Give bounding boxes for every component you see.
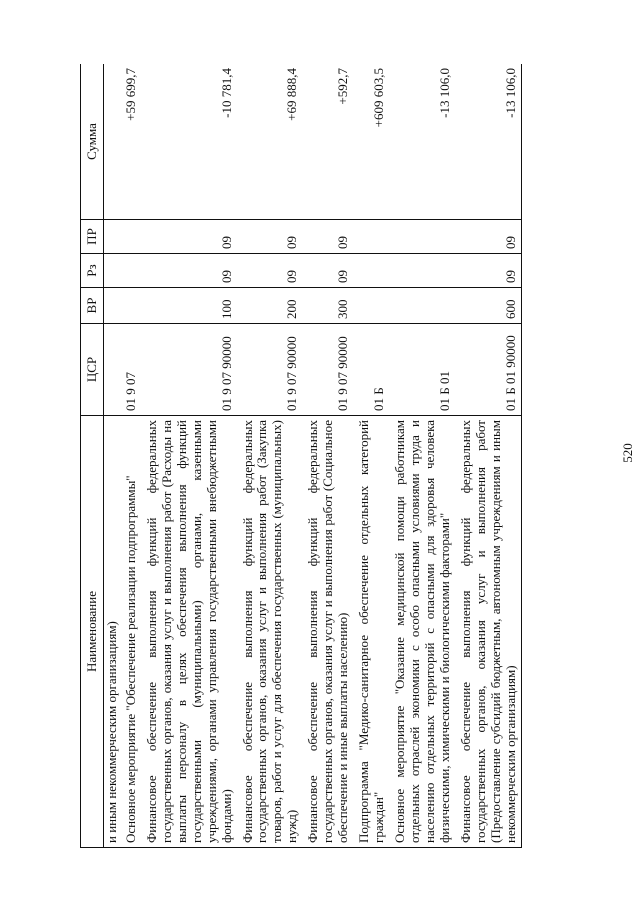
cell-sum: -10 781,4 xyxy=(142,64,238,220)
cell-csr: 01 9 07 xyxy=(121,324,142,416)
cell-pr: 09 xyxy=(142,220,238,254)
page-number-text: 520 xyxy=(620,442,635,463)
cell-csr: 01 9 07 90000 xyxy=(238,324,304,416)
cell-rz: 09 xyxy=(238,254,304,288)
cell-csr: 01 Б 01 xyxy=(390,324,456,416)
cell-vr: 200 xyxy=(238,288,304,324)
cell-rz: 09 xyxy=(142,254,238,288)
cell-sum: +69 888,4 xyxy=(238,64,304,220)
cell-vr xyxy=(390,288,456,324)
cell-rz xyxy=(390,254,456,288)
cell-name: Основное мероприятие "Обеспечение реализации подпрограммы" xyxy=(121,416,142,848)
cell-rz xyxy=(121,254,142,288)
rotated-page-content xyxy=(80,64,550,848)
cell-vr xyxy=(354,288,390,324)
cell-pr: 09 xyxy=(303,220,354,254)
cell-pr xyxy=(121,220,142,254)
cell-vr xyxy=(121,288,142,324)
budget-table xyxy=(80,64,522,848)
cell-csr: 01 Б 01 90000 xyxy=(456,324,522,416)
table-area xyxy=(80,64,550,848)
table-row xyxy=(390,64,456,848)
cell-name: и иным некоммерческим организациям) xyxy=(104,416,121,848)
table-row xyxy=(104,64,121,848)
cell-sum: -13 106,0 xyxy=(456,64,522,220)
header-name: Наименование xyxy=(81,416,104,848)
table-row xyxy=(238,64,304,848)
cell-rz xyxy=(354,254,390,288)
table-row xyxy=(303,64,354,848)
cell-sum: +592,7 xyxy=(303,64,354,220)
page-number xyxy=(616,0,640,905)
table-row xyxy=(456,64,522,848)
header-csr: ЦСР xyxy=(81,324,104,416)
cell-name: Финансовое обеспечение выполнения функций федеральных государственных органов, оказания услуг и выполнения работ (Расходы на выплаты персоналу в целях обеспечения выполнения функций государственными (муниципальными) органами, казенными учреждениями, органами управления государственными внебюджетными фондами) xyxy=(142,416,238,848)
table-row xyxy=(142,64,238,848)
cell-name: Финансовое обеспечение выполнения функций федеральных государственных органов, оказания услуг и выполнения работ (Закупка товаров, работ и услуг для обеспечения государственных (муниципальных) нужд) xyxy=(238,416,304,848)
header-pr: ПР xyxy=(81,220,104,254)
cell-name: Финансовое обеспечение выполнения функций федеральных государственных органов, оказания услуг и выполнения работ (Предоставление субсидий бюджетным, автономным учреждениям и иным некоммерческим организациям) xyxy=(456,416,522,848)
cell-sum: +609 603,5 xyxy=(354,64,390,220)
cell-csr: 01 9 07 90000 xyxy=(142,324,238,416)
cell-csr xyxy=(104,324,121,416)
cell-rz: 09 xyxy=(456,254,522,288)
table-row xyxy=(354,64,390,848)
cell-name: Финансовое обеспечение выполнения функций федеральных государственных органов, оказания услуг и выполнения работ (Социальное обеспечение и иные выплаты населению) xyxy=(303,416,354,848)
cell-vr xyxy=(104,288,121,324)
cell-name: Основное мероприятие "Оказание медицинской помощи работникам отдельных отраслей экономики с особо опасными условиями труда и населению отдельных территорий с опасными для здоровья человека физическими, химическими и биологическими факторами" xyxy=(390,416,456,848)
cell-rz: 09 xyxy=(303,254,354,288)
cell-sum: -13 106,0 xyxy=(390,64,456,220)
cell-rz xyxy=(104,254,121,288)
cell-sum: +59 699,7 xyxy=(121,64,142,220)
cell-csr: 01 Б xyxy=(354,324,390,416)
cell-pr: 09 xyxy=(456,220,522,254)
cell-pr xyxy=(390,220,456,254)
header-sum: Сумма xyxy=(81,64,104,220)
cell-pr xyxy=(104,220,121,254)
cell-pr: 09 xyxy=(238,220,304,254)
cell-pr xyxy=(354,220,390,254)
table-header-row xyxy=(81,64,104,848)
cell-name: Подпрограмма "Медико-санитарное обеспечение отдельных категорий граждан" xyxy=(354,416,390,848)
cell-vr: 600 xyxy=(456,288,522,324)
cell-vr: 100 xyxy=(142,288,238,324)
cell-csr: 01 9 07 90000 xyxy=(303,324,354,416)
table-row xyxy=(121,64,142,848)
cell-sum xyxy=(104,64,121,220)
header-rz: Рз xyxy=(81,254,104,288)
header-vr: ВР xyxy=(81,288,104,324)
cell-vr: 300 xyxy=(303,288,354,324)
